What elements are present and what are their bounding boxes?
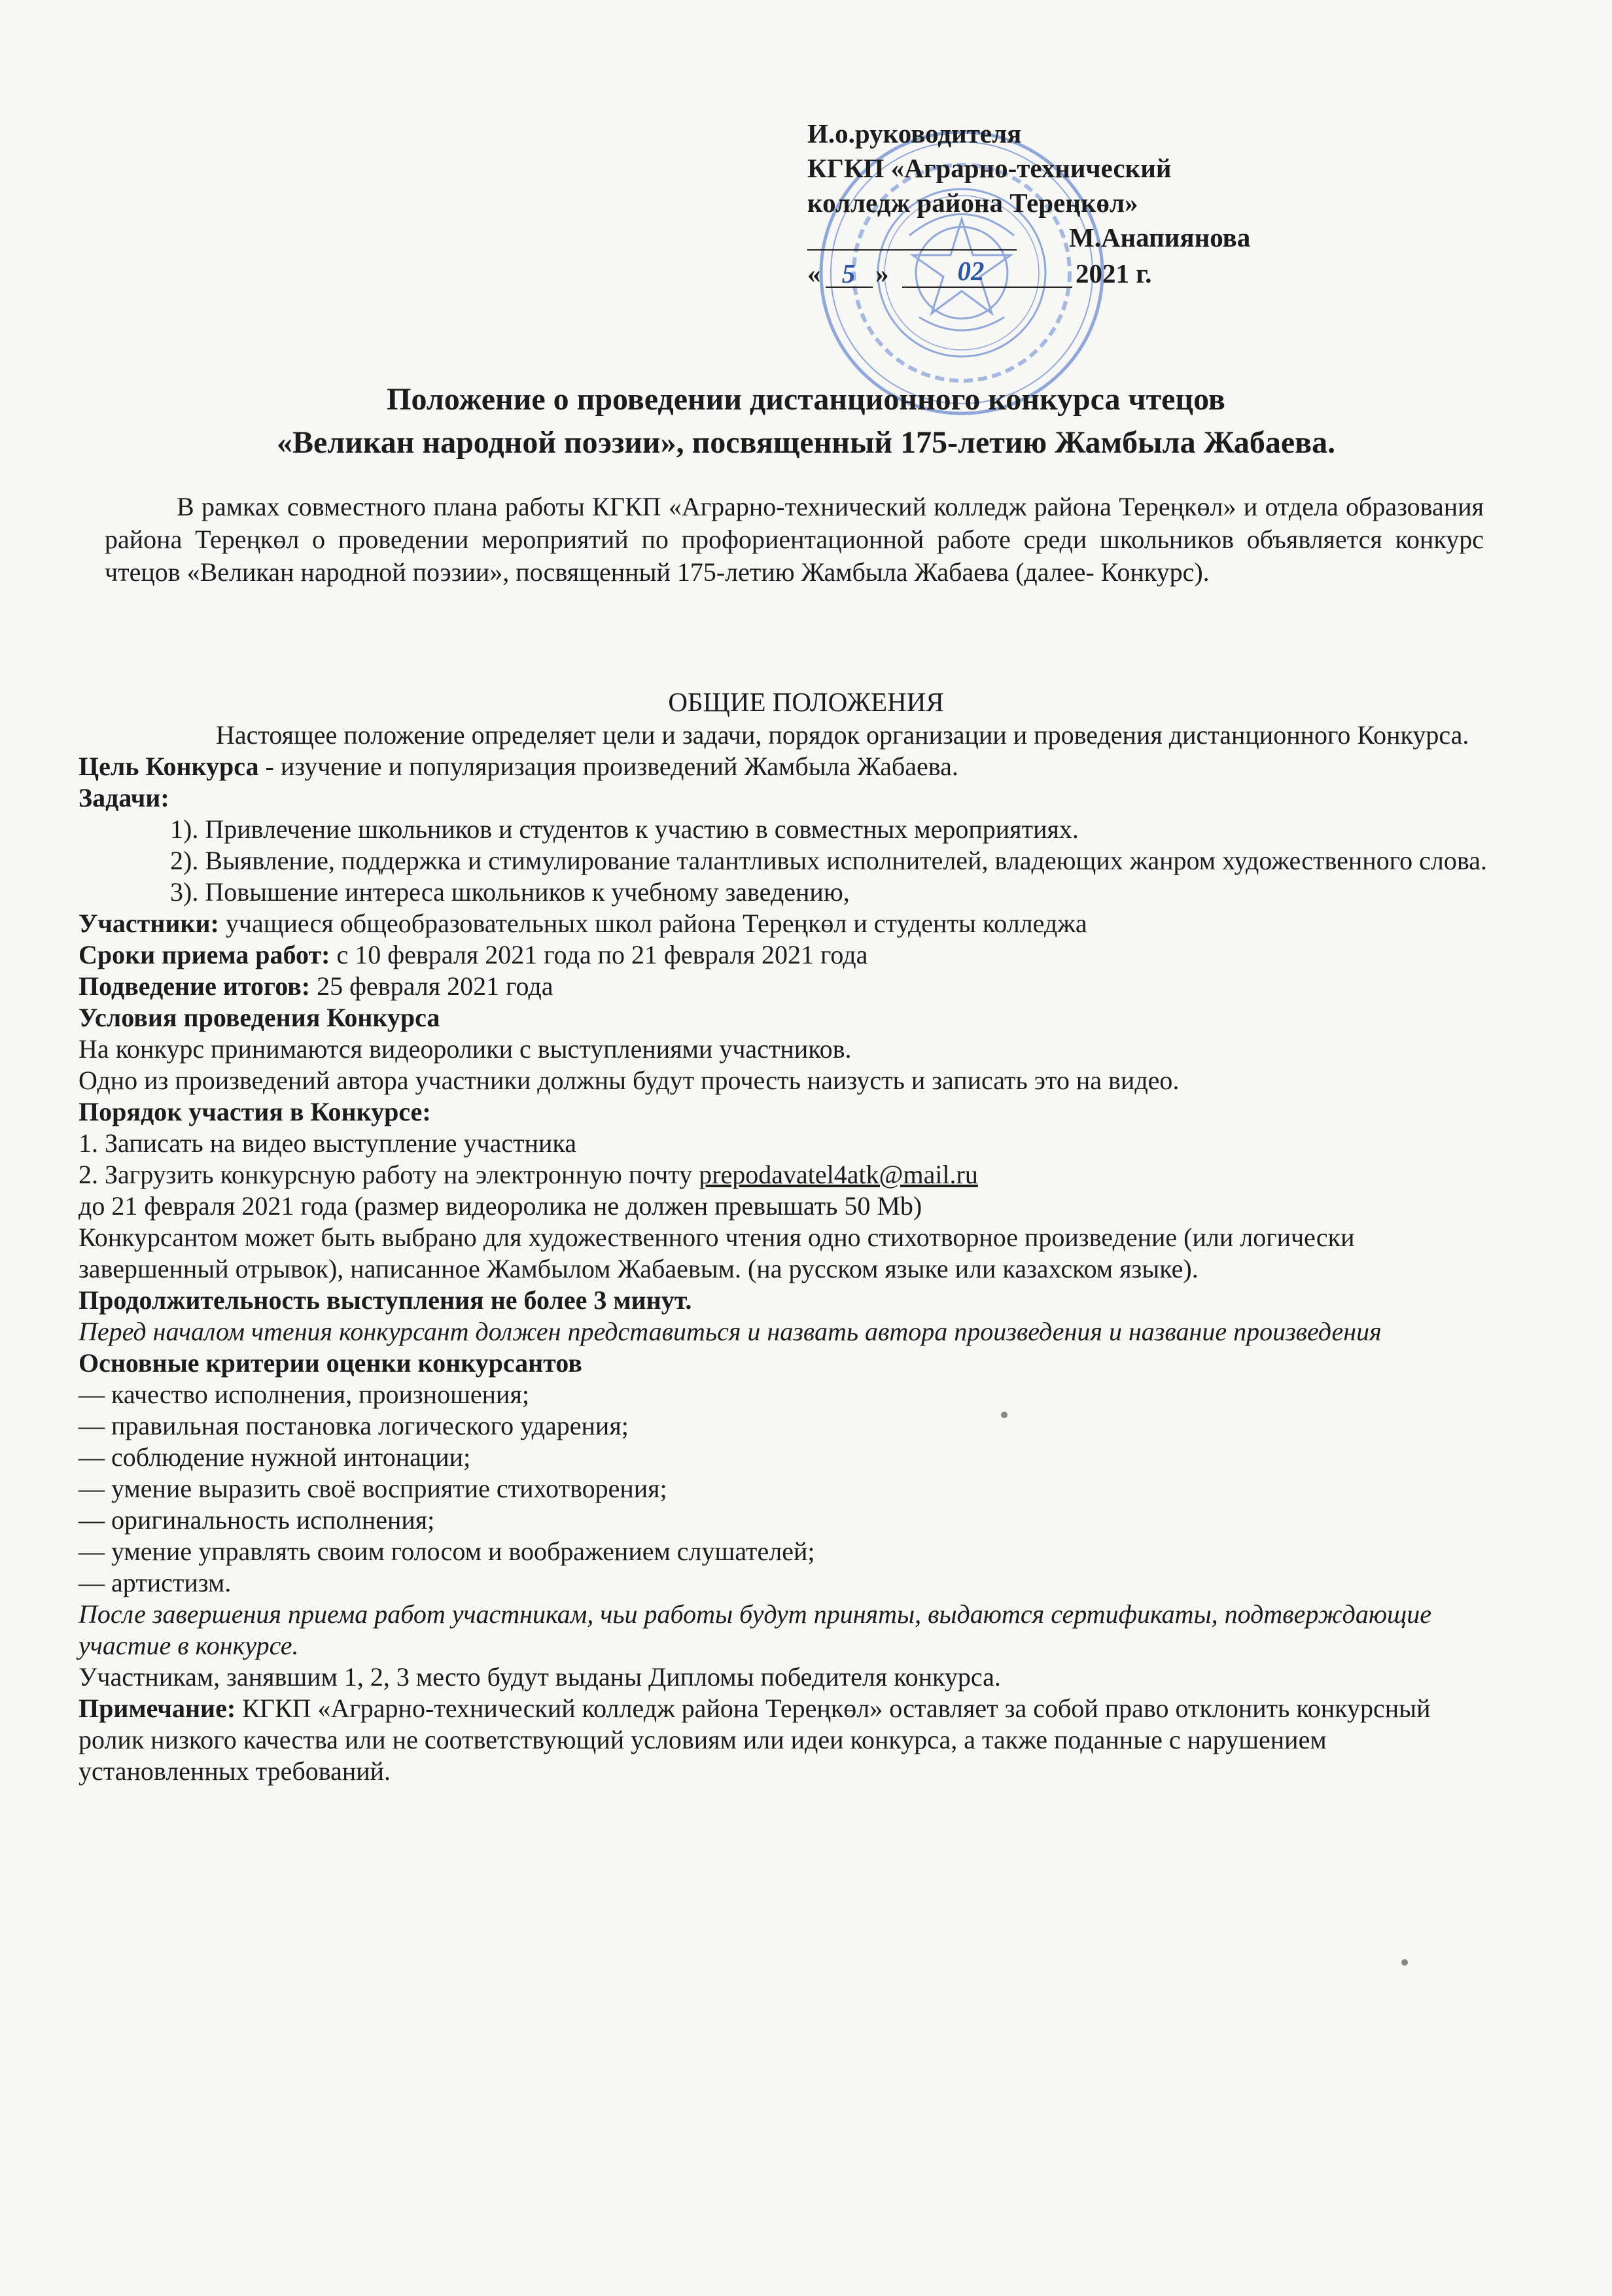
diplomas-text: Участникам, занявшим 1, 2, 3 место будут выданы Дипломы победителя конкурса. [79,1662,1001,1692]
criteria-item: — соблюдение нужной интонации; [79,1442,471,1472]
certificates-text: После завершения приема работ участникам, чьи работы будут приняты, выдаются сертификаты, подтверждающие участие в конкурсе. [79,1599,1431,1660]
note-label: Примечание: [79,1694,236,1723]
approval-org-line2: колледж района Тереңкөл» [807,188,1138,218]
approval-position: И.о.руководителя [807,118,1022,148]
goal-label: Цель Конкурса [79,752,259,781]
date-year: 2021 г. [1076,258,1152,288]
task-item: 1). Привлечение школьников и студентов к участию в совместных мероприятиях. [170,814,1079,844]
date-day: 5 [841,258,856,288]
duration-text: Продолжительность выступления не более 3 минут. [79,1285,692,1315]
signatory-name: М.Анапиянова [1069,222,1251,252]
order-step2 [79,1159,1498,1191]
criteria-item: — артистизм. [79,1568,232,1597]
order-heading: Порядок участия в Конкурсе: [79,1097,431,1126]
deadline-line [79,939,1498,971]
results-text: 25 февраля 2021 года [310,971,553,1001]
email-link[interactable]: prepodavatel4atk@mail.ru [699,1160,978,1189]
criteria-item: — умение выразить своё восприятие стихотворения; [79,1474,667,1503]
title-line2: «Великан народной поэзии», посвященный 175-летию Жамбыла Жабаева. [276,425,1336,460]
general-provisions-heading: ОБЩИЕ ПОЛОЖЕНИЯ [668,687,944,717]
participants-text: учащиеся общеобразовательных школ района Тереңкөл и студенты колледжа [219,909,1087,938]
signature-row [807,220,1331,256]
date-day-line [826,287,873,288]
note-line [79,1693,1498,1787]
order-deadline: до 21 февраля 2021 года (размер видеоролика не должен превышать 50 Mb) [79,1191,922,1221]
title-line1: Положение о проведении дистанционного конкурса чтецов [387,382,1225,417]
results-line [79,971,1498,1002]
date-month: 02 [957,256,985,286]
intro-note: Перед началом чтения конкурсант должен представиться и назвать автора произведения и название произведения [79,1317,1382,1346]
deadline-label: Сроки приема работ: [79,940,330,969]
intro-paragraph: В рамках совместного плана работы КГКП «Аграрно-технический колледж района Тереңкөл» и отдела образования района Тереңкөл о проведении мероприятий по профориентационной работе среди школьников объявляется конкурс чтецов «Великан народной поэзии», посвященный 175-летию Жамбыла Жабаева (далее- Конкурс). [105,492,1484,587]
participants-label: Участники: [79,909,219,938]
order-step1: 1. Записать на видео выступление участника [79,1128,576,1158]
approval-date [807,256,1331,292]
scan-speck [1401,1959,1408,1966]
results-label: Подведение итогов: [79,971,311,1001]
goal-text: - изучение и популяризация произведений Жамбыла Жабаева. [258,752,958,781]
approval-org-line1: КГКП «Аграрно-технический [807,153,1172,183]
document-body [79,720,1498,1787]
date-open-quote: « [807,258,821,288]
scan-speck [1001,1412,1008,1418]
criteria-item: — оригинальность исполнения; [79,1505,435,1535]
general-text: Настоящее положение определяет цели и задачи, порядок организации и проведения дистанционного Конкурса. [216,720,1469,750]
tasks-label: Задачи: [79,783,169,812]
task-item: 3). Повышение интереса школьников к учебному заведению, [170,877,850,907]
date-close-quote: » [875,258,889,288]
condition-item: На конкурс принимаются видеоролики с выступлениями участников. [79,1034,852,1064]
participants-line [79,908,1498,939]
criteria-item: — качество исполнения, произношения; [79,1380,529,1409]
criteria-item: — умение управлять своим голосом и воображением слушателей; [79,1537,815,1566]
document-title [79,378,1533,464]
task-item: 2). Выявление, поддержка и стимулирование талантливых исполнителей, владеющих жанром художественного слова. [170,846,1487,875]
conditions-heading: Условия проведения Конкурса [79,1003,440,1032]
date-month-line [902,287,1072,288]
approval-block [807,116,1331,292]
signature-line [807,249,1017,251]
deadline-text: с 10 февраля 2021 года по 21 февраля 2021 года [330,940,868,969]
choice-text: Конкурсантом может быть выбрано для художественного чтения одно стихотворное произведение (или логически завершенный отрывок), написанное Жамбылом Жабаевым. (на русском языке или казахском языке). [79,1223,1355,1283]
criteria-heading: Основные критерии оценки конкурсантов [79,1348,582,1378]
order-step2-text: 2. Загрузить конкурсную работу на электронную почту [79,1160,699,1189]
condition-item: Одно из произведений автора участники должны будут прочесть наизусть и записать это на видео. [79,1066,1180,1095]
criteria-item: — правильная постановка логического ударения; [79,1411,629,1440]
note-text: КГКП «Аграрно-технический колледж района Тереңкөл» оставляет за собой право отклонить конкурсный ролик низкого качества или не соответствующий условиям или идеи конкурса, а также поданные с нарушением установленных требований. [79,1694,1431,1786]
goal-line [79,751,1498,782]
